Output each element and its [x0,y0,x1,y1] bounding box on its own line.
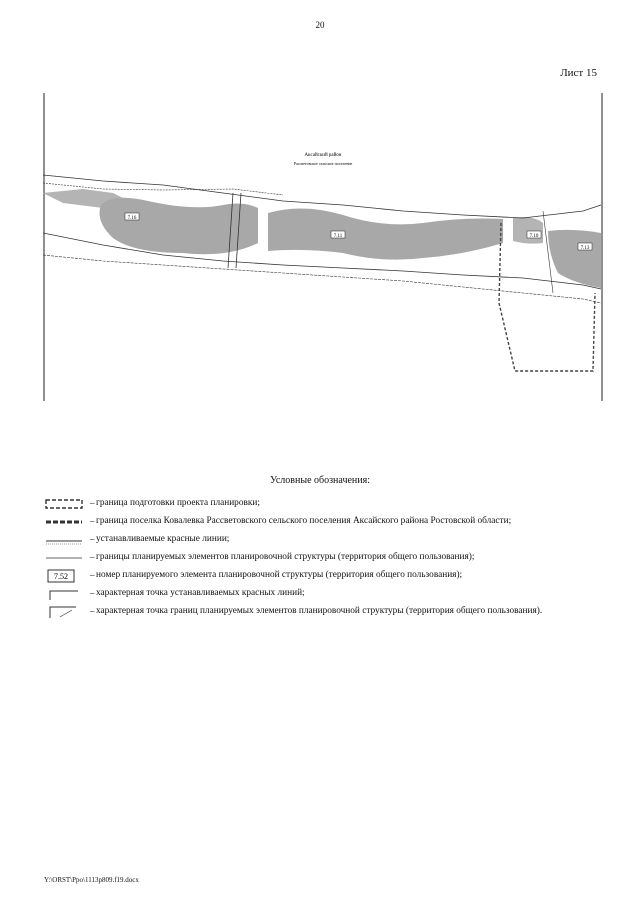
element-number-symbol [44,569,84,583]
element-boundary-symbol [44,551,84,565]
legend-item: – характерная точка границ планируемых элементов планировочной структуры (территория общего пользования). [44,605,604,619]
district-title: Аксайский район [304,153,342,158]
public-territory-area [513,217,543,243]
red-line-point-symbol [44,587,84,601]
legend-item-text: характерная точка границ планируемых элементов планировочной структуры (территория общего пользования). [96,606,543,616]
public-territory-area [268,208,503,259]
element-point-symbol [44,605,84,619]
planning-boundary-symbol [44,497,84,511]
legend-item: 7.52 – номер планируемого элемента планировочной структуры (территория общего пользования); [44,569,604,583]
public-territory-area [548,230,601,288]
legend-item-text: номер планируемого элемента планировочной структуры (территория общего пользования); [96,570,463,580]
sheet-label: Лист 15 [560,67,597,79]
legend-item: – граница поселка Ковалевка Рассветовского сельского поселения Аксайского района Ростовской области; [44,515,604,529]
legend-item-text: границы планируемых элементов планировочной структуры (территория общего пользования); [96,552,475,562]
public-territory-area [100,198,259,254]
element-number-sample: 7.52 [54,572,68,581]
legend-item-text: устанавливаемые красные линии; [96,534,230,544]
legend-item: – границы планируемых элементов планировочной структуры (территория общего пользования); [44,551,604,565]
red-line-symbol [44,533,84,547]
settlement-title: Рассветовское сельское поселение [293,161,353,166]
legend-item-text: граница поселка Ковалевка Рассветовского сельского поселения Аксайского района Ростовской области; [96,516,512,526]
legend [44,497,604,623]
element-code: 7.11 [333,234,343,239]
element-code: 7.13 [580,246,590,251]
legend-item-text: граница подготовки проекта планировки; [96,498,260,508]
settlement-boundary-symbol [44,515,84,529]
legend-item: – граница подготовки проекта планировки; [44,497,604,511]
planning-map [43,93,603,401]
red-line [43,255,601,303]
element-code: 7.10 [529,234,539,239]
legend-item-text: характерная точка устанавливаемых красных линий; [96,588,305,598]
element-code: 7.16 [127,216,137,221]
file-path-footer: Y:\ORST\Ppo\1113p809.f19.docx [44,876,139,884]
legend-item: – характерная точка устанавливаемых красных линий; [44,587,604,601]
page-number: 20 [315,20,325,30]
legend-item: – устанавливаемые красные линии; [44,533,604,547]
legend-title: Условные обозначения: [269,475,370,486]
